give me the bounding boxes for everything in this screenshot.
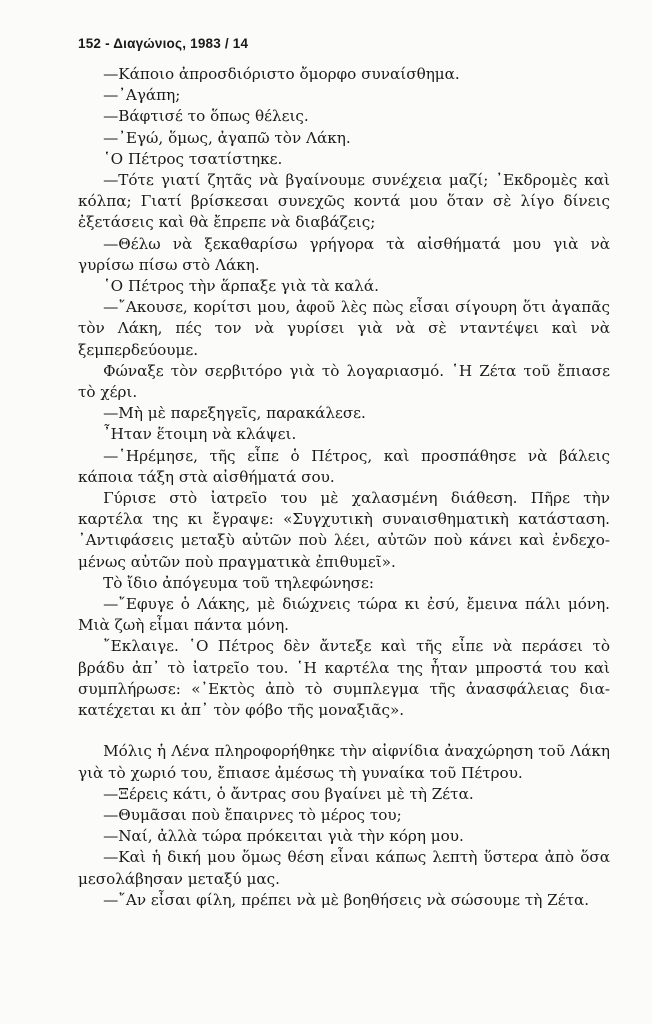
paragraph: —Κάποιο ἀπροσδιόριστο ὄμορφο συναίσθημα. [103,65,460,83]
paragraph: —Θέλω νὰ ξεκαθαρίσω γρήγορα τὰ αἰσθήματά μου γιὰ νὰ γυρίσω πίσω στὸ Λάκη. [78,234,610,274]
paragraph: Φώναξε τὸν σερβιτόρο γιὰ τὸ λογαριασμό. ῾Η Ζέτα τοῦ ἔπιασε τὸ χέρι. [78,361,610,402]
paragraph: —Καὶ ἡ δική μου ὅμως θέση εἶναι κάπως λεπτὴ ὕστερα ἀπὸ ὅσα μεσολάβησαν μεταξύ μας. [78,848,610,888]
paragraph: ῎Εκλαιγε. ῾Ο Πέτρος δὲν ἄντεξε καὶ τῆς εἶπε νὰ περάσει τὸ βράδυ ἀπ᾿ τὸ ἰατρεῖο του. ῾Η καρτέλα της ἦταν μπροστά του καὶ συμπλήρωσε: «᾿Εκτὸς ἀπὸ τὸ συμπλεγμα τῆς ἀνασφάλειας διακατέχεται κι ἀπ᾿ τὸν φόβο τῆς μοναξιᾶς». [78,637,610,720]
paragraph: —Θυμᾶσαι ποὺ ἔπαιρνες τὸ μέρος του; [103,805,402,824]
paragraph: —᾿Εγώ, ὅμως, ἀγαπῶ τὸν Λάκη. [103,128,351,147]
page-header [78,36,248,51]
section-2 [78,741,610,911]
paragraph: ῾Ο Πέτρος τσατίστηκε. [103,149,283,168]
paragraph: —Βάφτισέ το ὅπως θέλεις. [103,107,309,126]
page-number: 152 [78,36,102,51]
paragraph: —῎Ακουσε, κορίτσι μου, ἀφοῦ λὲς πὼς εἶσαι σίγουρη ὅτι ἀγαπᾶς τὸν Λάκη, πές τον νὰ γυρίσει γιὰ νὰ σὲ νταντέψει καὶ νὰ ξεμπερδεύουμε. [78,298,610,359]
paragraph: ῏Ηταν ἕτοιμη νὰ κλάψει. [103,425,297,444]
paragraph: —Τότε γιατί ζητᾶς νὰ βγαίνουμε συνέχεια μαζί; ᾿Εκδρομὲς καὶ κόλπα; Γιατί βρίσκεσαι συνεχῶς κοντά μου ὅταν σὲ λίγο δίνεις ἐξετάσεις καὶ θὰ ἔπρεπε νὰ διαβάζεις; [78,171,610,232]
paragraph: —Ξέρεις κάτι, ὁ ἄντρας σου βγαίνει μὲ τὴ Ζέτα. [103,784,474,803]
paragraph: Τὸ ἴδιο ἀπόγευμα τοῦ τηλεφώνησε: [103,573,375,592]
section-1 [78,64,610,721]
running-title: - Διαγώνιος, 1983 / 14 [101,36,249,51]
paragraph: —Μὴ μὲ παρεξηγεῖς, παρακάλεσε. [103,404,366,423]
paragraph: —῎Εφυγε ὁ Λάκης, μὲ διώχνεις τώρα κι ἐσύ, ἔμεινα πάλι μόνη. Μιὰ ζωὴ εἶμαι πάντα μόνη. [78,595,610,635]
paragraph: Γύρισε στὸ ἰατρεῖο του μὲ χαλασμένη διάθεση. Πῆρε τὴν καρτέλα της κι ἔγραψε: «Συγχυτικὴ συναισθηματικὴ κατάσταση. ᾿Αντιφάσεις μεταξὺ αὐτῶν ποὺ λέει, αὐτῶν ποὺ κάνει καὶ ἐνδεχομένως αὐτῶν ποὺ πραγματικὰ ἐπιθυμεῖ». [78,489,610,571]
paragraph: —᾿Αγάπη; [103,86,181,105]
paragraph: Μόλις ἡ Λένα πληροφορήθηκε τὴν αἰφνίδια ἀναχώρηση τοῦ Λάκη γιὰ τὸ χωριό του, ἔπιασε ἀμέσως τὴ γυναίκα τοῦ Πέτρου. [78,742,610,782]
paragraph: —῾Ηρέμησε, τῆς εἶπε ὁ Πέτρος, καὶ προσπάθησε νὰ βάλεις κάποια τάξη στὰ αἰσθήματά σου. [78,446,610,486]
section-break [78,721,610,741]
page-body [78,64,610,911]
paragraph: —Ναί, ἀλλὰ τώρα πρόκειται γιὰ τὴν κόρη μου. [103,827,464,846]
paragraph: ῾Ο Πέτρος τὴν ἅρπαξε γιὰ τὰ καλά. [103,277,379,296]
paragraph: —῎Αν εἶσαι φίλη, πρέπει νὰ μὲ βοηθήσεις νὰ σώσουμε τὴ Ζέτα. [103,890,590,909]
